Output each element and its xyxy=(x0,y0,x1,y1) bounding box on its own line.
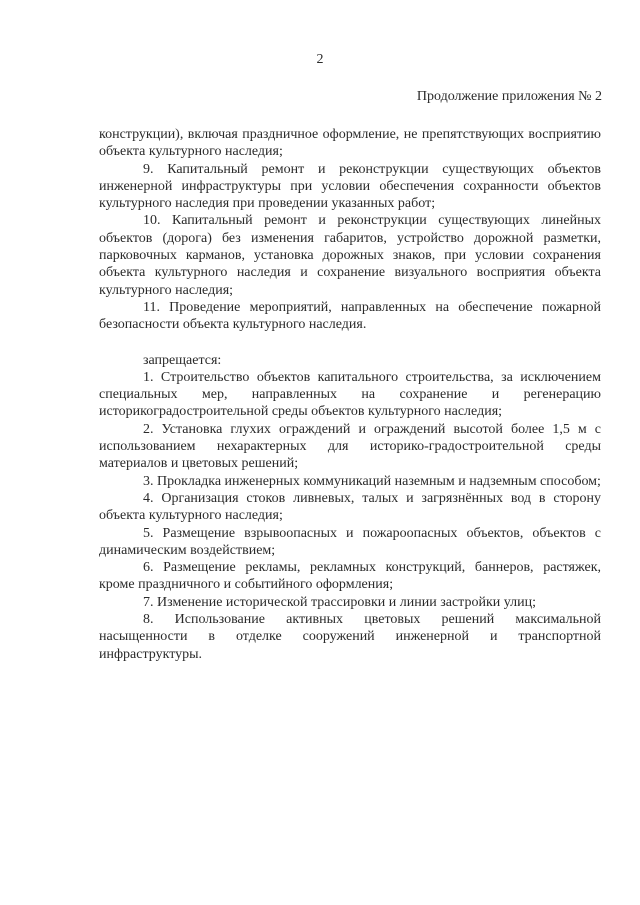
prohibited-item-7: 7. Изменение исторической трассировки и линии застройки улиц; xyxy=(143,594,537,610)
prohibited-item-4: 4. Организация стоков ливневых, талых и загрязнённых вод в сторону объекта культурного наследия; xyxy=(99,490,601,524)
allowed-item-11: 11. Проведение мероприятий, направленных на обеспечение пожарной безопасности объекта культурного наследия. xyxy=(99,299,601,333)
prohibited-intro: запрещается: xyxy=(143,352,222,368)
prohibited-item-8: 8. Использование активных цветовых решений максимальной насыщенности в отделке сооружений инженерной и транспортной инфраструктуры. xyxy=(99,612,601,662)
prohibited-item-3: 3. Прокладка инженерных коммуникаций наземным и надземным способом; xyxy=(143,473,601,489)
prohibited-item-6: 6. Размещение рекламы, рекламных конструкций, баннеров, растяжек, кроме праздничного и событийного оформления; xyxy=(99,560,601,593)
document-body xyxy=(99,126,601,663)
allowed-continuation: конструкции), включая праздничное оформление, не препятствующих восприятию объекта культурного наследия; xyxy=(99,127,601,160)
prohibited-item-2: 2. Установка глухих ограждений и ограждений высотой более 1,5 м с использованием нехарактерных для историко-градостроительной среды материалов и цветовых решений; xyxy=(99,421,601,472)
annex-label: Продолжение приложения № 2 xyxy=(416,89,602,104)
page-number: 2 xyxy=(316,52,324,67)
prohibited-item-5: 5. Размещение взрывоопасных и пожароопасных объектов, объектов с динамическим воздействием; xyxy=(99,525,601,558)
allowed-item-10: 10. Капитальный ремонт и реконструкции существующих линейных объектов (дорога) без изменения габаритов, устройство дорожной разметки, парковочных карманов, установка дорожных знаков, при условии сохранения объекта культурного наследия и сохранение визуального восприятия объекта культурного наследия; xyxy=(99,213,601,298)
allowed-item-9: 9. Капитальный ремонт и реконструкции существующих объектов инженерной инфраструктуры при условии обеспечения сохранности объектов культурного наследия при проведении указанных работ; xyxy=(99,161,601,212)
prohibited-item-1: 1. Строительство объектов капитального строительства, за исключением специальных мер, направленных на сохранение и регенерацию историкоградостроительной среды объектов культурного наследия; xyxy=(99,369,601,420)
